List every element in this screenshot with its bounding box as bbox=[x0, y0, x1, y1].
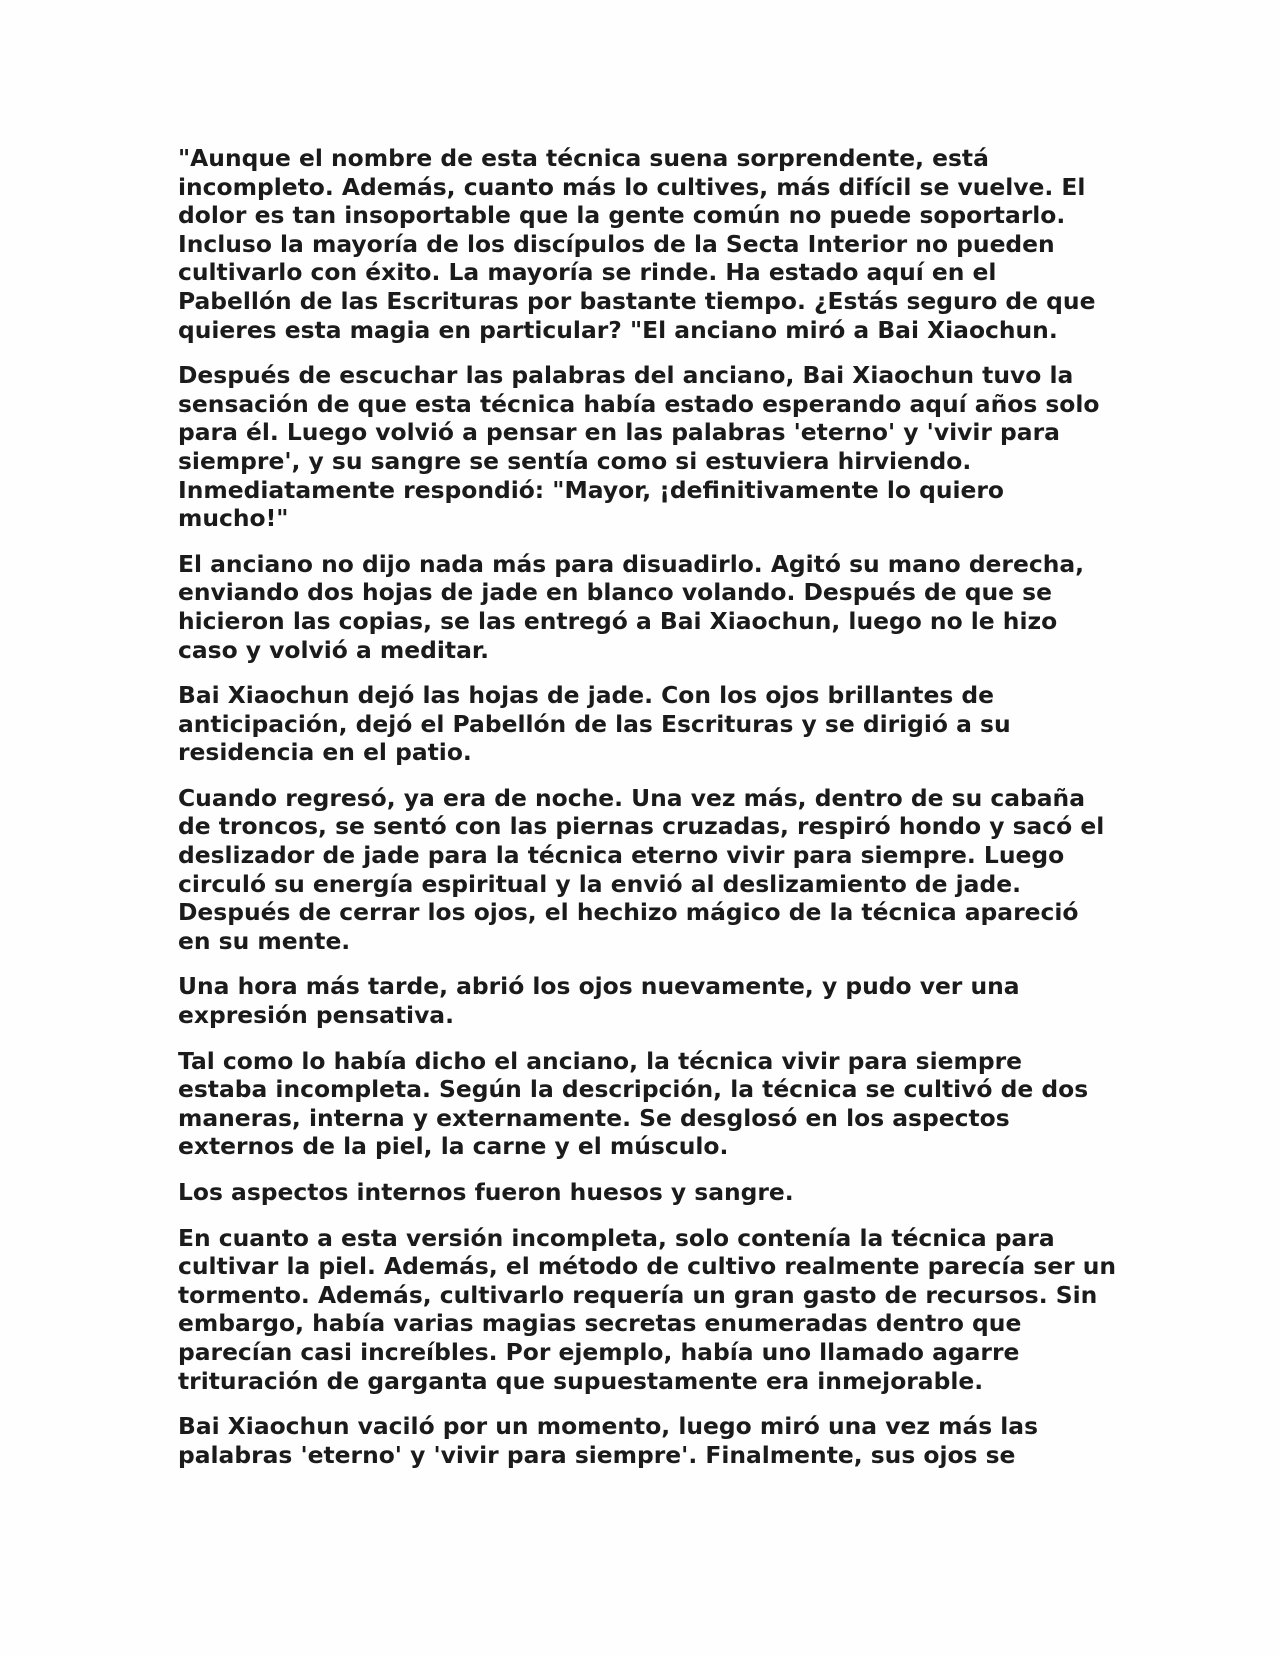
paragraph-10: Bai Xiaochun vaciló por un momento, luego miró una vez más las palabras 'eterno' y 'vivir para siempre'. Finalmente, sus ojos se bbox=[178, 1412, 1039, 1469]
paragraph-8: Los aspectos internos fueron huesos y sangre. bbox=[178, 1178, 794, 1206]
paragraph-9: En cuanto a esta versión incompleta, solo contenía la técnica para cultivar la piel. Además, el método de cultivo realmente parecía ser un tormento. Además, cultivarlo requería un gran gasto de recursos. Sin embargo, había varias magias secretas enumeradas dentro que parecían casi increíbles. Por ejemplo, había uno llamado agarre trituración de garganta que supuestamente era inmejorable. bbox=[178, 1223, 1117, 1395]
paragraph-6: Una hora más tarde, abrió los ojos nuevamente, y pudo ver una expresión pensativa. bbox=[178, 972, 1020, 1030]
paragraph-5: Cuando regresó, ya era de noche. Una vez más, dentro de su cabaña de troncos, se sentó con las piernas cruzadas, respiró hondo y sacó el deslizador de jade para la técnica eterno vivir para siempre. Luego circuló su energía espiritual y la envió al deslizamiento de jade. Después de cerrar los ojos, el hechizo mágico de la técnica apareció en su mente. bbox=[178, 783, 1105, 955]
paragraph-4: Bai Xiaochun dejó las hojas de jade. Con los ojos brillantes de anticipación, dejó el Pabellón de las Escrituras y se dirigió a su residencia en el patio. bbox=[178, 681, 1011, 767]
paragraph-3: El anciano no dijo nada más para disuadirlo. Agitó su mano derecha, enviando dos hojas de jade en blanco volando. Después de que se hicieron las copias, se las entregó a Bai Xiaochun, luego no le hizo caso y volvió a meditar. bbox=[178, 549, 1085, 664]
paragraph-1: "Aunque el nombre de esta técnica suena sorprendente, está incompleto. Además, cuanto más lo cultives, más difícil se vuelve. El dolor es tan insoportable que la gente común no puede soportarlo. Incluso la mayoría de los discípulos de la Secta Interior no pueden cultivarlo con éxito. La mayoría se rinde. Ha estado aquí en el Pabellón de las Escrituras por bastante tiempo. ¿Estás seguro de que quieres esta magia en particular? "El anciano miró a Bai Xiaochun. bbox=[178, 144, 1096, 344]
document-page bbox=[178, 144, 1120, 1486]
paragraph-7: Tal como lo había dicho el anciano, la técnica vivir para siempre estaba incompleta. Según la descripción, la técnica se cultivó de dos maneras, interna y externamente. Se desglosó en los aspectos externos de la piel, la carne y el músculo. bbox=[178, 1046, 1089, 1161]
paragraph-2: Después de escuchar las palabras del anciano, Bai Xiaochun tuvo la sensación de que esta técnica había estado esperando aquí años solo para él. Luego volvió a pensar en las palabras 'eterno' y 'vivir para siempre', y su sangre se sentía como si estuviera hirviendo. Inmediatamente respondió: "Mayor, ¡definitivamente lo quiero mucho!" bbox=[178, 361, 1100, 533]
